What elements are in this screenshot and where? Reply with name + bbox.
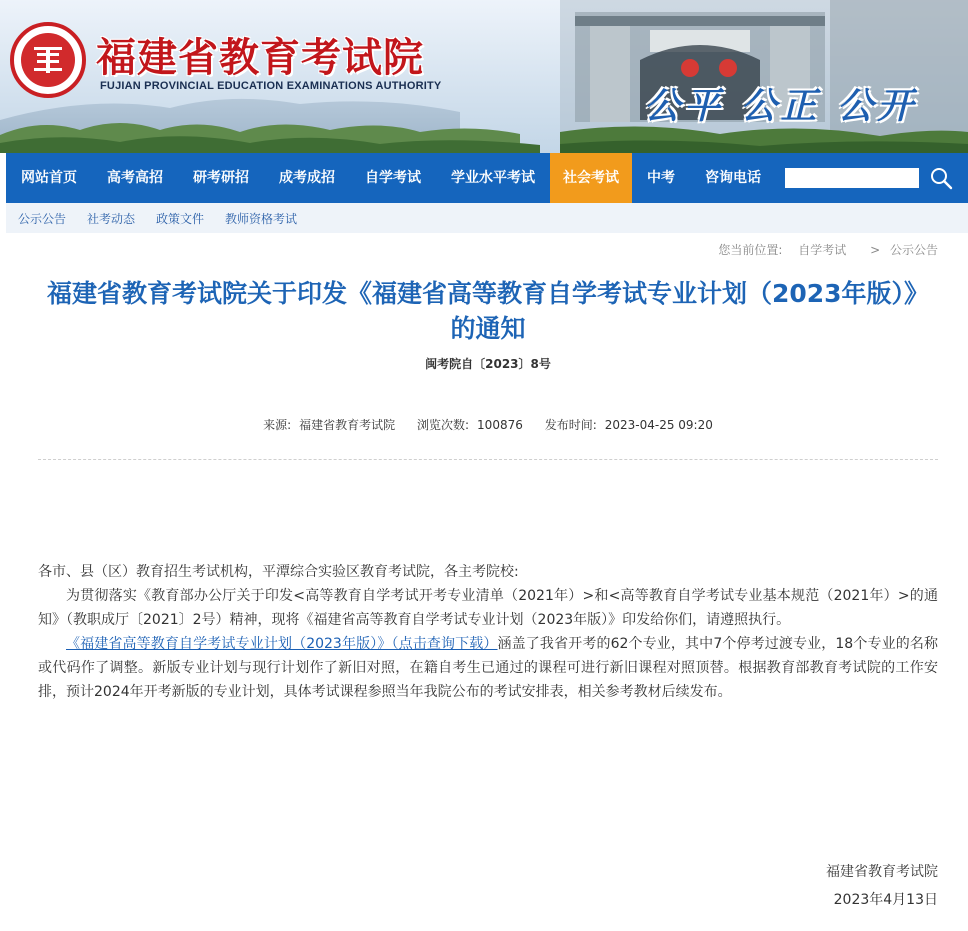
article-paragraph-2-text: 涵盖了我省开考的62个专业，其中7个停考过渡专业，18个专业的名称或代码作了调整。新版专业计划与现行计划作了新旧对照，在籍自考生已通过的课程可进行新旧课程对照顶替。根据教育部教育考试院的工作安排，预计2024年开考新版的专业计划，具体考试课程参照当年我院公布的考试安排表，相关参考教材后续发布。 [38, 636, 938, 700]
article-meta [38, 416, 938, 433]
search-input[interactable] [785, 168, 919, 188]
sub-nav [6, 203, 968, 233]
nav-item-shehui[interactable]: 社会考试 [550, 153, 632, 203]
breadcrumb-separator: > [870, 243, 881, 257]
article-body [38, 560, 938, 704]
signature-date: 2023年4月13日 [833, 892, 938, 908]
subnav-item-news[interactable]: 社考动态 [87, 211, 136, 226]
search-icon [928, 165, 954, 191]
search-button[interactable] [928, 165, 954, 191]
nav-item-zhongkao[interactable]: 中考 [647, 170, 675, 186]
breadcrumb [600, 241, 938, 258]
site-title: 福建省教育考试院 [96, 34, 424, 81]
plan-download-link[interactable]: 《福建省高等教育自学考试专业计划（2023年版）》（点击查询下载） [66, 636, 498, 652]
site-slogan: 公平 公正 公开 [644, 85, 918, 127]
nav-item-phone[interactable]: 咨询电话 [705, 170, 761, 186]
article-paragraph-1: 为贯彻落实《教育部办公厅关于印发<高等教育自学考试开考专业清单（2021年）>和<高等教育自学考试专业基本规范（2021年）>的通知》（教职成厅〔2021〕2号）精神，现将《福建省高等教育自学考试专业计划（2023年版）》印发给你们，请遵照执行。 [38, 588, 938, 628]
article-paragraph-2 [38, 632, 938, 704]
meta-source-value: 福建省教育考试院 [299, 418, 396, 432]
site-title-english: FUJIAN PROVINCIAL EDUCATION EXAMINATIONS AUTHORITY [100, 80, 442, 92]
nav-item-gaokao[interactable]: 高考高招 [107, 170, 163, 186]
article-signature [638, 858, 938, 914]
meta-time-label: 发布时间: [544, 418, 597, 432]
subnav-item-policy[interactable]: 政策文件 [156, 211, 205, 226]
emblem-glyph-icon [31, 43, 65, 77]
article-title: 福建省教育考试院关于印发《福建省高等教育自学考试专业计划（2023年版）》的通知 [46, 279, 930, 343]
nav-item-home[interactable]: 网站首页 [21, 170, 77, 186]
emblem-core [21, 33, 75, 87]
nav-item-yankao[interactable]: 研考研招 [193, 170, 249, 186]
signature-organization: 福建省教育考试院 [826, 864, 938, 880]
document-number: 闽考院自〔2023〕8号 [425, 357, 551, 371]
meta-views-value: 100876 [477, 418, 523, 432]
site-logo-emblem[interactable] [10, 22, 86, 98]
breadcrumb-prefix: 您当前位置: [718, 243, 783, 257]
breadcrumb-item-zikao[interactable]: 自学考试 [798, 243, 847, 257]
nav-item-xueye[interactable]: 学业水平考试 [451, 170, 535, 186]
nav-item-zikao[interactable]: 自学考试 [365, 170, 421, 186]
subnav-item-teacher-cert[interactable]: 教师资格考试 [225, 211, 298, 226]
meta-time-value: 2023-04-25 09:20 [604, 418, 713, 432]
article-salutation: 各市、县（区）教育招生考试机构，平潭综合实验区教育考试院，各主考院校: [38, 564, 519, 580]
meta-views-label: 浏览次数: [417, 418, 470, 432]
meta-source-label: 来源: [263, 418, 292, 432]
main-nav [6, 153, 968, 203]
subnav-item-announcements[interactable]: 公示公告 [18, 211, 67, 226]
nav-item-chengkao[interactable]: 成考成招 [279, 170, 335, 186]
meta-divider [38, 459, 938, 460]
breadcrumb-item-announcements[interactable]: 公示公告 [889, 243, 938, 257]
site-banner [0, 0, 968, 153]
